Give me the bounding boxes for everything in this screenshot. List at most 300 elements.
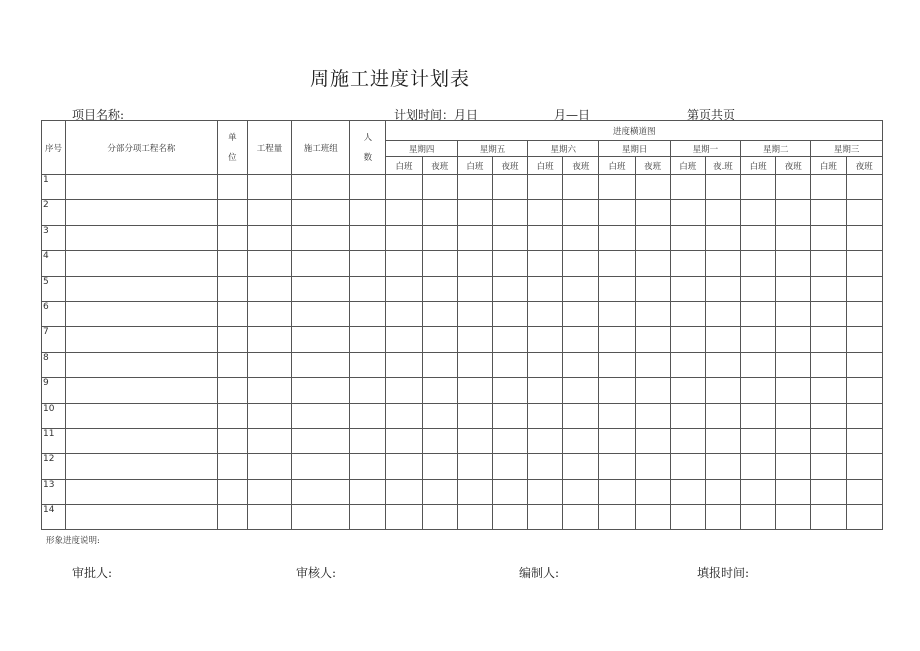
table-cell[interactable] <box>670 454 705 479</box>
table-cell[interactable] <box>66 175 218 200</box>
table-cell[interactable] <box>422 479 457 504</box>
table-row <box>42 200 883 225</box>
table-cell[interactable] <box>528 175 563 200</box>
table-cell[interactable] <box>422 175 457 200</box>
table-cell[interactable] <box>705 225 740 250</box>
table-cell[interactable] <box>670 352 705 377</box>
table-cell[interactable] <box>350 378 386 403</box>
table-cell[interactable] <box>422 505 457 530</box>
table-cell[interactable] <box>670 403 705 428</box>
table-cell[interactable] <box>563 378 599 403</box>
table-cell[interactable] <box>846 327 882 352</box>
table-cell[interactable] <box>776 352 811 377</box>
table-cell[interactable] <box>635 251 670 276</box>
table-cell[interactable] <box>705 175 740 200</box>
preparer-label: 编制人: <box>519 566 560 580</box>
table-cell[interactable] <box>386 327 422 352</box>
table-cell[interactable] <box>705 403 740 428</box>
table-cell[interactable] <box>776 225 811 250</box>
table-cell[interactable] <box>741 378 776 403</box>
row-serial: 13 <box>42 479 66 504</box>
table-cell[interactable] <box>563 251 599 276</box>
row-serial: 1 <box>42 175 66 200</box>
table-row <box>42 301 883 326</box>
table-cell[interactable] <box>599 403 635 428</box>
table-cell[interactable] <box>217 175 247 200</box>
table-cell[interactable] <box>292 479 350 504</box>
header-night-shift: 夜.班 <box>705 157 740 175</box>
table-cell[interactable] <box>492 505 527 530</box>
table-cell[interactable] <box>705 454 740 479</box>
table-cell[interactable] <box>422 276 457 301</box>
table-cell[interactable] <box>292 276 350 301</box>
table-cell[interactable] <box>776 403 811 428</box>
table-cell[interactable] <box>292 225 350 250</box>
table-cell[interactable] <box>528 327 563 352</box>
table-cell[interactable] <box>350 352 386 377</box>
table-cell[interactable] <box>492 403 527 428</box>
table-cell[interactable] <box>741 327 776 352</box>
table-cell[interactable] <box>66 505 218 530</box>
table-cell[interactable] <box>457 378 492 403</box>
table-cell[interactable] <box>457 505 492 530</box>
table-cell[interactable] <box>247 378 291 403</box>
table-cell[interactable] <box>217 479 247 504</box>
table-cell[interactable] <box>846 225 882 250</box>
table-cell[interactable] <box>811 428 846 453</box>
table-cell[interactable] <box>635 479 670 504</box>
table-cell[interactable] <box>741 225 776 250</box>
table-cell[interactable] <box>350 301 386 326</box>
table-cell[interactable] <box>492 200 527 225</box>
table-cell[interactable] <box>217 327 247 352</box>
table-cell[interactable] <box>635 175 670 200</box>
table-cell[interactable] <box>292 301 350 326</box>
table-cell[interactable] <box>292 352 350 377</box>
table-cell[interactable] <box>492 301 527 326</box>
table-cell[interactable] <box>217 225 247 250</box>
table-cell[interactable] <box>386 378 422 403</box>
table-cell[interactable] <box>563 327 599 352</box>
table-cell[interactable] <box>66 378 218 403</box>
table-cell[interactable] <box>217 251 247 276</box>
table-cell[interactable] <box>66 301 218 326</box>
table-cell[interactable] <box>247 276 291 301</box>
table-cell[interactable] <box>422 327 457 352</box>
table-cell[interactable] <box>599 175 635 200</box>
table-cell[interactable] <box>528 454 563 479</box>
header-people <box>350 121 386 175</box>
table-cell[interactable] <box>776 505 811 530</box>
table-cell[interactable] <box>292 403 350 428</box>
table-cell[interactable] <box>741 175 776 200</box>
table-cell[interactable] <box>386 454 422 479</box>
table-cell[interactable] <box>705 505 740 530</box>
table-cell[interactable] <box>66 225 218 250</box>
table-cell[interactable] <box>386 505 422 530</box>
table-cell[interactable] <box>741 454 776 479</box>
table-cell[interactable] <box>811 479 846 504</box>
table-cell[interactable] <box>846 200 882 225</box>
table-cell[interactable] <box>776 200 811 225</box>
table-cell[interactable] <box>350 276 386 301</box>
header-night-shift: 夜班 <box>422 157 457 175</box>
table-cell[interactable] <box>811 505 846 530</box>
table-cell[interactable] <box>635 428 670 453</box>
table-cell[interactable] <box>217 505 247 530</box>
table-cell[interactable] <box>528 276 563 301</box>
table-cell[interactable] <box>492 276 527 301</box>
row-serial: 2 <box>42 200 66 225</box>
table-cell[interactable] <box>741 352 776 377</box>
table-cell[interactable] <box>247 505 291 530</box>
table-cell[interactable] <box>422 225 457 250</box>
table-cell[interactable] <box>386 251 422 276</box>
table-cell[interactable] <box>292 378 350 403</box>
table-cell[interactable] <box>563 276 599 301</box>
header-day-1: 星期四 <box>386 141 457 157</box>
table-cell[interactable] <box>292 251 350 276</box>
table-cell[interactable] <box>457 352 492 377</box>
table-cell[interactable] <box>811 175 846 200</box>
table-cell[interactable] <box>811 251 846 276</box>
table-cell[interactable] <box>457 479 492 504</box>
table-cell[interactable] <box>217 403 247 428</box>
table-cell[interactable] <box>386 352 422 377</box>
table-cell[interactable] <box>563 352 599 377</box>
table-cell[interactable] <box>599 454 635 479</box>
table-cell[interactable] <box>599 428 635 453</box>
table-cell[interactable] <box>563 225 599 250</box>
table-cell[interactable] <box>457 428 492 453</box>
table-cell[interactable] <box>670 301 705 326</box>
table-cell[interactable] <box>457 200 492 225</box>
table-cell[interactable] <box>846 378 882 403</box>
table-cell[interactable] <box>386 276 422 301</box>
table-cell[interactable] <box>846 276 882 301</box>
table-cell[interactable] <box>492 251 527 276</box>
table-cell[interactable] <box>217 378 247 403</box>
plan-time-to: 月—日 <box>554 108 591 122</box>
table-row <box>42 251 883 276</box>
table-cell[interactable] <box>492 479 527 504</box>
table-cell[interactable] <box>776 301 811 326</box>
table-cell[interactable] <box>528 251 563 276</box>
table-cell[interactable] <box>292 175 350 200</box>
table-cell[interactable] <box>741 428 776 453</box>
table-cell[interactable] <box>350 200 386 225</box>
table-cell[interactable] <box>66 403 218 428</box>
document-title: 周施工进度计划表 <box>309 68 470 90</box>
table-cell[interactable] <box>741 200 776 225</box>
table-cell[interactable] <box>292 454 350 479</box>
table-cell[interactable] <box>846 428 882 453</box>
table-cell[interactable] <box>705 301 740 326</box>
table-cell[interactable] <box>528 403 563 428</box>
table-cell[interactable] <box>846 454 882 479</box>
table-cell[interactable] <box>350 479 386 504</box>
table-cell[interactable] <box>635 276 670 301</box>
table-cell[interactable] <box>776 251 811 276</box>
table-cell[interactable] <box>776 378 811 403</box>
table-cell[interactable] <box>776 327 811 352</box>
table-cell[interactable] <box>741 251 776 276</box>
table-cell[interactable] <box>247 454 291 479</box>
table-cell[interactable] <box>563 428 599 453</box>
table-cell[interactable] <box>386 403 422 428</box>
header-day-shift: 白班 <box>599 157 635 175</box>
table-cell[interactable] <box>705 479 740 504</box>
table-cell[interactable] <box>846 403 882 428</box>
table-cell[interactable] <box>776 454 811 479</box>
table-cell[interactable] <box>422 251 457 276</box>
table-cell[interactable] <box>599 479 635 504</box>
table-cell[interactable] <box>811 454 846 479</box>
table-cell[interactable] <box>635 200 670 225</box>
table-cell[interactable] <box>670 200 705 225</box>
table-cell[interactable] <box>386 200 422 225</box>
row-serial: 8 <box>42 352 66 377</box>
table-row <box>42 378 883 403</box>
table-cell[interactable] <box>563 454 599 479</box>
table-cell[interactable] <box>811 403 846 428</box>
table-cell[interactable] <box>247 403 291 428</box>
table-cell[interactable] <box>422 454 457 479</box>
table-cell[interactable] <box>599 378 635 403</box>
table-cell[interactable] <box>217 352 247 377</box>
table-cell[interactable] <box>846 479 882 504</box>
table-cell[interactable] <box>705 378 740 403</box>
table-cell[interactable] <box>846 505 882 530</box>
table-cell[interactable] <box>66 454 218 479</box>
header-team: 施工班组 <box>292 121 350 175</box>
row-serial: 7 <box>42 327 66 352</box>
table-cell[interactable] <box>457 175 492 200</box>
table-cell[interactable] <box>422 200 457 225</box>
table-cell[interactable] <box>846 175 882 200</box>
table-cell[interactable] <box>528 301 563 326</box>
table-cell[interactable] <box>292 327 350 352</box>
table-cell[interactable] <box>776 175 811 200</box>
table-cell[interactable] <box>811 200 846 225</box>
table-cell[interactable] <box>776 428 811 453</box>
table-cell[interactable] <box>741 276 776 301</box>
table-cell[interactable] <box>422 428 457 453</box>
table-cell[interactable] <box>247 352 291 377</box>
table-cell[interactable] <box>635 352 670 377</box>
table-cell[interactable] <box>247 301 291 326</box>
fill-time-label: 填报时间: <box>697 566 750 580</box>
row-serial: 14 <box>42 505 66 530</box>
table-cell[interactable] <box>422 352 457 377</box>
table-cell[interactable] <box>247 251 291 276</box>
table-cell[interactable] <box>670 175 705 200</box>
table-cell[interactable] <box>247 225 291 250</box>
table-cell[interactable] <box>776 276 811 301</box>
table-cell[interactable] <box>635 454 670 479</box>
page-label: 第页共页 <box>687 108 736 122</box>
table-cell[interactable] <box>635 378 670 403</box>
table-cell[interactable] <box>670 251 705 276</box>
table-cell[interactable] <box>422 378 457 403</box>
table-cell[interactable] <box>563 301 599 326</box>
table-cell[interactable] <box>670 378 705 403</box>
table-cell[interactable] <box>66 251 218 276</box>
table-cell[interactable] <box>292 505 350 530</box>
table-cell[interactable] <box>492 175 527 200</box>
table-cell[interactable] <box>811 225 846 250</box>
table-cell[interactable] <box>635 301 670 326</box>
table-cell[interactable] <box>247 327 291 352</box>
table-cell[interactable] <box>492 454 527 479</box>
table-cell[interactable] <box>350 327 386 352</box>
table-cell[interactable] <box>635 505 670 530</box>
header-day-shift: 白班 <box>741 157 776 175</box>
table-cell[interactable] <box>528 225 563 250</box>
table-cell[interactable] <box>350 454 386 479</box>
table-cell[interactable] <box>66 479 218 504</box>
table-cell[interactable] <box>705 251 740 276</box>
table-cell[interactable] <box>670 505 705 530</box>
table-cell[interactable] <box>247 200 291 225</box>
table-cell[interactable] <box>386 301 422 326</box>
table-cell[interactable] <box>457 225 492 250</box>
table-cell[interactable] <box>599 225 635 250</box>
table-cell[interactable] <box>599 505 635 530</box>
table-cell[interactable] <box>457 251 492 276</box>
table-cell[interactable] <box>670 479 705 504</box>
table-cell[interactable] <box>563 175 599 200</box>
table-cell[interactable] <box>492 352 527 377</box>
table-cell[interactable] <box>599 327 635 352</box>
table-cell[interactable] <box>563 403 599 428</box>
table-cell[interactable] <box>422 301 457 326</box>
table-cell[interactable] <box>599 200 635 225</box>
table-cell[interactable] <box>422 403 457 428</box>
table-cell[interactable] <box>386 479 422 504</box>
table-cell[interactable] <box>350 428 386 453</box>
header-people-char-1: 人 <box>363 132 373 143</box>
table-cell[interactable] <box>492 225 527 250</box>
table-cell[interactable] <box>66 200 218 225</box>
table-cell[interactable] <box>217 454 247 479</box>
table-cell[interactable] <box>705 276 740 301</box>
table-cell[interactable] <box>670 225 705 250</box>
table-cell[interactable] <box>705 352 740 377</box>
table-cell[interactable] <box>599 352 635 377</box>
table-cell[interactable] <box>350 505 386 530</box>
table-cell[interactable] <box>741 403 776 428</box>
table-cell[interactable] <box>292 428 350 453</box>
table-cell[interactable] <box>528 378 563 403</box>
table-cell[interactable] <box>350 175 386 200</box>
table-cell[interactable] <box>217 276 247 301</box>
table-cell[interactable] <box>457 301 492 326</box>
table-cell[interactable] <box>492 378 527 403</box>
table-cell[interactable] <box>457 327 492 352</box>
table-cell[interactable] <box>457 454 492 479</box>
table-cell[interactable] <box>492 327 527 352</box>
table-cell[interactable] <box>705 428 740 453</box>
table-cell[interactable] <box>217 200 247 225</box>
table-cell[interactable] <box>705 200 740 225</box>
table-cell[interactable] <box>528 352 563 377</box>
row-serial: 9 <box>42 378 66 403</box>
table-cell[interactable] <box>846 251 882 276</box>
table-cell[interactable] <box>670 428 705 453</box>
table-row <box>42 352 883 377</box>
table-cell[interactable] <box>776 479 811 504</box>
table-cell[interactable] <box>66 327 218 352</box>
table-cell[interactable] <box>811 276 846 301</box>
table-cell[interactable] <box>66 428 218 453</box>
table-cell[interactable] <box>811 378 846 403</box>
table-cell[interactable] <box>846 301 882 326</box>
table-cell[interactable] <box>741 505 776 530</box>
table-cell[interactable] <box>811 301 846 326</box>
table-cell[interactable] <box>247 479 291 504</box>
table-cell[interactable] <box>741 479 776 504</box>
table-cell[interactable] <box>846 352 882 377</box>
table-cell[interactable] <box>635 403 670 428</box>
row-serial: 6 <box>42 301 66 326</box>
table-cell[interactable] <box>811 327 846 352</box>
table-cell[interactable] <box>635 327 670 352</box>
table-cell[interactable] <box>563 479 599 504</box>
schedule-table <box>41 120 883 530</box>
table-cell[interactable] <box>563 505 599 530</box>
table-cell[interactable] <box>635 225 670 250</box>
table-cell[interactable] <box>457 276 492 301</box>
table-cell[interactable] <box>599 301 635 326</box>
header-unit-char-2: 位 <box>228 152 237 163</box>
table-cell[interactable] <box>670 276 705 301</box>
reviewer-label: 审核人: <box>296 566 337 580</box>
table-cell[interactable] <box>599 276 635 301</box>
table-cell[interactable] <box>457 403 492 428</box>
table-row <box>42 454 883 479</box>
table-cell[interactable] <box>386 225 422 250</box>
table-cell[interactable] <box>247 175 291 200</box>
table-cell[interactable] <box>386 175 422 200</box>
table-cell[interactable] <box>247 428 291 453</box>
table-cell[interactable] <box>66 352 218 377</box>
table-cell[interactable] <box>599 251 635 276</box>
row-serial: 4 <box>42 251 66 276</box>
table-cell[interactable] <box>217 301 247 326</box>
table-cell[interactable] <box>670 327 705 352</box>
table-cell[interactable] <box>563 200 599 225</box>
table-cell[interactable] <box>350 251 386 276</box>
table-cell[interactable] <box>528 428 563 453</box>
table-cell[interactable] <box>528 479 563 504</box>
header-people-char-2: 数 <box>363 152 373 163</box>
row-serial: 10 <box>42 403 66 428</box>
table-cell[interactable] <box>292 200 350 225</box>
table-cell[interactable] <box>217 428 247 453</box>
table-cell[interactable] <box>66 276 218 301</box>
table-cell[interactable] <box>386 428 422 453</box>
table-cell[interactable] <box>350 225 386 250</box>
table-cell[interactable] <box>528 200 563 225</box>
table-cell[interactable] <box>741 301 776 326</box>
table-cell[interactable] <box>528 505 563 530</box>
header-night-shift: 夜班 <box>776 157 811 175</box>
table-cell[interactable] <box>350 403 386 428</box>
table-cell[interactable] <box>811 352 846 377</box>
table-cell[interactable] <box>492 428 527 453</box>
table-cell[interactable] <box>705 327 740 352</box>
